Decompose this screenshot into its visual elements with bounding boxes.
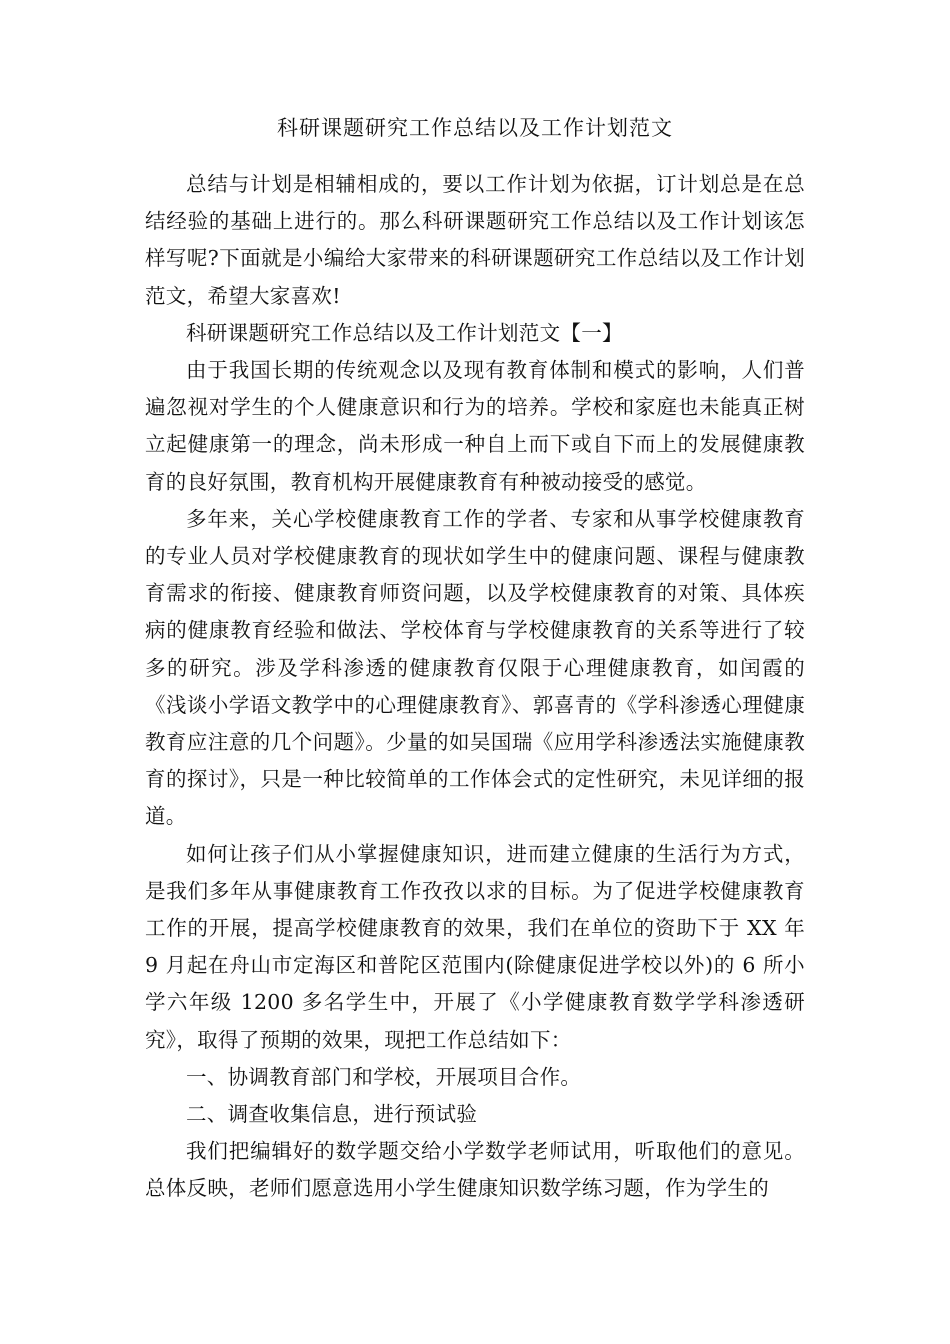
paragraph-background: 由于我国长期的传统观念以及现有教育体制和模式的影响，人们普遍忽视对学生的个人健康意识和行为的培养。学校和家庭也未能真正树立起健康第一的理念，尚未形成一种自上而下或自下而上的发展健康教育的良好氛围，教育机构开展健康教育有种被动接受的感觉。	[145, 358, 805, 494]
paragraph-research-review: 多年来，关心学校健康教育工作的学者、专家和从事学校健康教育的专业人员对学校健康教育的现状如学生中的健康问题、课程与健康教育需求的衔接、健康教育师资问题，以及学校健康教育的对策、具体疾病的健康教育经验和做法、学校体育与学校健康教育的关系等进行了较多的研究。涉及学科渗透的健康教育仅限于心理健康教育，如闰霞的《浅谈小学语文教学中的心理健康教育》、郭喜青的《学科渗透心理健康教育应注意的几个问题》。少量的如吴国瑞《应用学科渗透法实施健康教育的探讨》，只是一种比较简单的工作体会式的定性研究，未见详细的报道。	[145, 506, 805, 829]
list-item-one: 一、协调教育部门和学校，开展项目合作。	[186, 1064, 582, 1089]
paragraph-intro: 总结与计划是相辅相成的，要以工作计划为依据，订计划总是在总结经验的基础上进行的。那么科研课题研究工作总结以及工作计划该怎样写呢?下面就是小编给大家带来的科研课题研究工作总结以及工作计划范文，希望大家喜欢!	[145, 172, 805, 308]
document-title: 科研课题研究工作总结以及工作计划范文	[277, 116, 673, 140]
list-item-two: 二、调查收集信息，进行预试验	[186, 1102, 478, 1127]
paragraph-pretest: 我们把编辑好的数学题交给小学数学老师试用，听取他们的意见。总体反映，老师们愿意选用小学生健康知识数学练习题，作为学生的	[145, 1139, 805, 1201]
section-heading-one: 科研课题研究工作总结以及工作计划范文【一】	[186, 320, 623, 345]
document-page	[145, 108, 805, 1208]
paragraph-project-goal: 如何让孩子们从小掌握健康知识，进而建立健康的生活行为方式，是我们多年从事健康教育工作孜孜以求的目标。为了促进学校健康教育工作的开展，提高学校健康教育的效果，我们在单位的资助下于 XX 年 9 月起在舟山市定海区和普陀区范围内(除健康促进学校以外)的 6 所小学六年级 1200 多名学生中，开展了《小学健康教育数学学科渗透研究》，取得了预期的效果，现把工作总结如下：	[145, 841, 805, 1052]
